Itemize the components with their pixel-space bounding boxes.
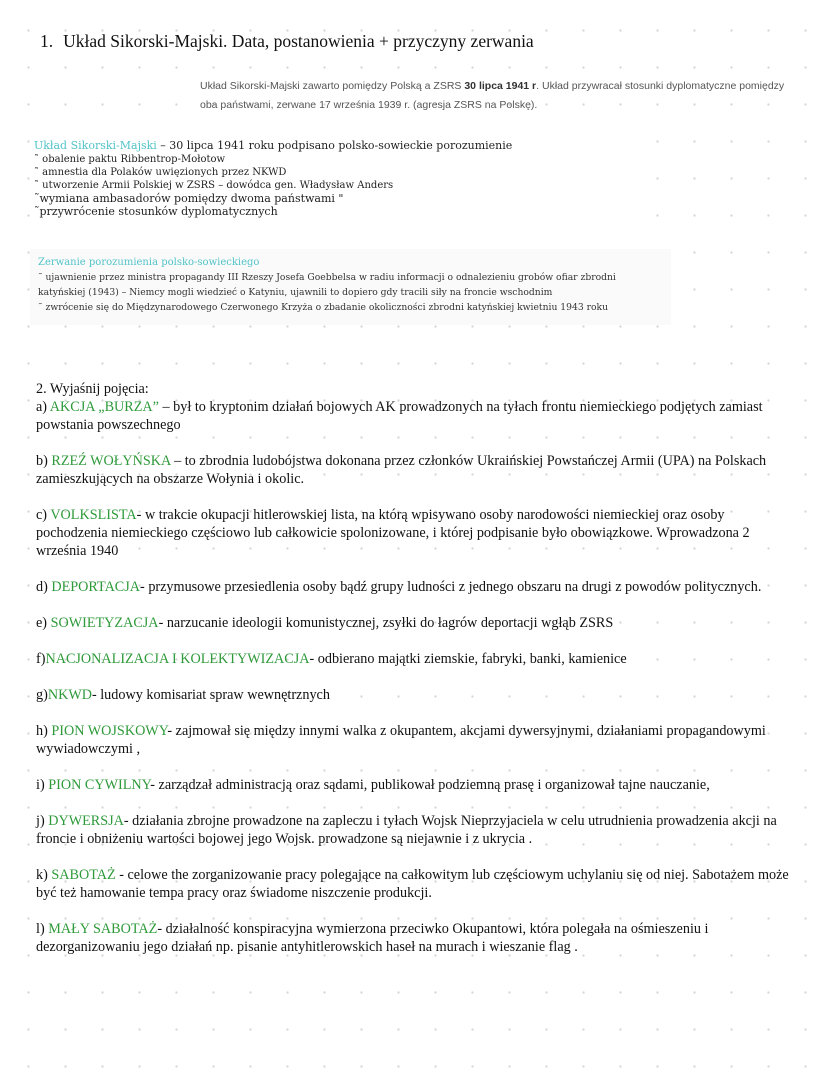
definition-prefix: h)	[36, 723, 52, 739]
definition-term: RZEŹ WOŁYŃSKA	[51, 453, 175, 469]
definition-term: SABOTAŻ	[51, 867, 116, 883]
definition-term: DEPORTACJA	[51, 579, 141, 595]
definition-term: DYWERSJA	[48, 813, 124, 829]
definition-term: MAŁY SABOTAŻ	[48, 921, 158, 937]
section1-title	[40, 31, 534, 52]
definition-item	[36, 398, 796, 434]
definition-text: - narzucanie ideologii komunistycznej, zsyłki do łagrów deportacji wgłąb ZSRS	[158, 615, 614, 631]
section2-heading: 2. Wyjaśnij pojęcia:	[36, 381, 149, 397]
section2	[36, 380, 796, 974]
definition-item	[36, 812, 796, 848]
agreement-item: ˜ obalenie paktu Ribbentrop-Mołotow	[34, 154, 226, 165]
agreement-item: ˜ utworzenie Armii Polskiej w ZSRS – dowódca gen. Władysław Anders	[34, 180, 394, 191]
breakup-item: ˜ zwrócenie się do Międzynarodowego Czerwonego Krzyża o zbadanie okoliczności zbrodni katyńskiej kwietniu 1943 roku	[38, 302, 609, 313]
definition-item	[36, 686, 796, 704]
agreement-term: Układ Sikorski-Majski	[34, 139, 157, 152]
definition-prefix: l)	[36, 921, 49, 937]
definition-prefix: j)	[36, 813, 49, 829]
definition-item	[36, 650, 796, 668]
definition-item	[36, 578, 796, 596]
definition-list	[36, 398, 796, 956]
definition-prefix: k)	[36, 867, 52, 883]
breakup-image-block	[30, 249, 671, 325]
definition-text: - w trakcie okupacji hitlerowskiej lista, na którą wpisywano osoby narodowości niemieckiej oraz osoby pochodzenia niemieckiego częściowo lub całkowicie spolonizowane, i której podpisanie było obowiązkowe. Wprowadzona 2 września 1940	[36, 507, 750, 559]
definition-term: SOWIETYZACJA	[50, 615, 159, 631]
definition-text: - celowe the zorganizowanie pracy polegające na całkowitym lub częściowym uchylaniu się od niej. Sabotażem może być też hamowanie tempa pracy oraz świadome niszczenie produkcji.	[36, 867, 789, 901]
definition-prefix: i)	[36, 777, 49, 793]
section1-number: 1.	[40, 31, 54, 51]
definition-item	[36, 506, 796, 560]
intro-text: Układ Sikorski-Majski zawarto pomiędzy Polską a ZSRS	[200, 80, 465, 92]
definition-prefix: c)	[36, 507, 51, 523]
intro-date: 30 lipca 1941 r	[464, 80, 537, 92]
definition-text: - przymusowe przesiedlenia osoby bądź grupy ludności z jednego obszaru na drugi z powodów politycznych.	[140, 579, 762, 595]
definition-item	[36, 776, 796, 794]
definition-text: - zarządzał administracją oraz sądami, publikował podziemną prasę i organizował tajne nauczanie,	[150, 777, 710, 793]
definition-text: - ludowy komisariat spraw wewnętrznych	[91, 687, 330, 703]
definition-term: NKWD	[47, 687, 92, 703]
definition-prefix: d)	[36, 579, 52, 595]
intro-paragraph	[200, 77, 800, 115]
definition-text: – to zbrodnia ludobójstwa dokonana przez członków Ukraińskiej Powstańczej Armii (UPA) na Polskach zamieszkujących na obszarze Wołynia i okolic.	[36, 453, 767, 487]
definition-prefix: b)	[36, 453, 52, 469]
definition-item	[36, 452, 796, 488]
intro-text-rest: . Układ przywracał stosunki dyplomatyczne pomiędzy oba państwami, zerwane 17 września 1939 r. (agresja ZSRS na Polskę).	[200, 80, 785, 111]
definition-text: – był to kryptonim działań bojowych AK prowadzonych na tyłach frontu niemieckiego podjętych zamiast powstania powszechnego	[36, 399, 763, 433]
definition-prefix: a)	[36, 399, 50, 415]
agreement-desc: – 30 lipca 1941 roku podpisano polsko-sowieckie porozumienie	[156, 139, 513, 152]
definition-term: NACJONALIZACJA I KOLEKTYWIZACJA	[45, 651, 310, 667]
definition-prefix: f)	[36, 651, 46, 667]
agreement-heading	[34, 138, 634, 153]
definition-prefix: g)	[36, 687, 48, 703]
breakup-item: ˜ ujawnienie przez ministra propagandy III Rzeszy Josefa Goebbelsa w radiu informacji o odnalezieniu grobów ofiar zbrodni katyńskiej (1943) – Niemcy mogli wiedzieć o Katyniu, ujawnili to dopiero gdy tracili siły na froncie wschodnim	[38, 272, 616, 298]
definition-item	[36, 614, 796, 632]
definition-text: - odbierano majątki ziemskie, fabryki, banki, kamienice	[309, 651, 627, 667]
definition-term: AKCJA „BURZA”	[49, 399, 163, 415]
agreement-item: ˜wymiana ambasadorów pomiędzy dwoma państwami "	[34, 192, 344, 205]
definition-term: VOLKSLISTA	[50, 507, 137, 523]
agreement-item: ˜ amnestia dla Polaków uwięzionych przez NKWD	[34, 167, 287, 178]
agreement-item: ˜przywrócenie stosunków dyplomatycznych	[34, 205, 278, 218]
definition-prefix: e)	[36, 615, 51, 631]
section1-title-text: Układ Sikorski-Majski. Data, postanowienia + przyczyny zerwania	[63, 31, 534, 51]
definition-term: PION WOJSKOWY	[51, 723, 168, 739]
agreement-image-block	[34, 138, 634, 218]
definition-item	[36, 866, 796, 902]
definition-text: - działania zbrojne prowadzone na zapleczu i tyłach Wojsk Nieprzyjaciela w celu utrudnienia prowadzenia akcji na froncie i obniżeniu wartości bojowej jego Wojsk. prowadzone są niejawnie i z ukrycia .	[36, 813, 777, 847]
breakup-heading: Zerwanie porozumienia polsko-sowieckiego	[38, 257, 260, 268]
definition-item	[36, 722, 796, 758]
definition-text: - zajmował się między innymi walka z okupantem, akcjami dywersyjnymi, działaniami propagandowymi wywiadowczymi ,	[36, 723, 766, 757]
definition-text: - działalność konspiracyjna wymierzona przeciwko Okupantowi, która polegała na ośmieszeniu i dezorganizowaniu jego działań np. pisanie antyhitlerowskich haseł na murach i wieszanie flag .	[36, 921, 709, 955]
definition-item	[36, 920, 796, 956]
definition-term: PION CYWILNY	[48, 777, 151, 793]
